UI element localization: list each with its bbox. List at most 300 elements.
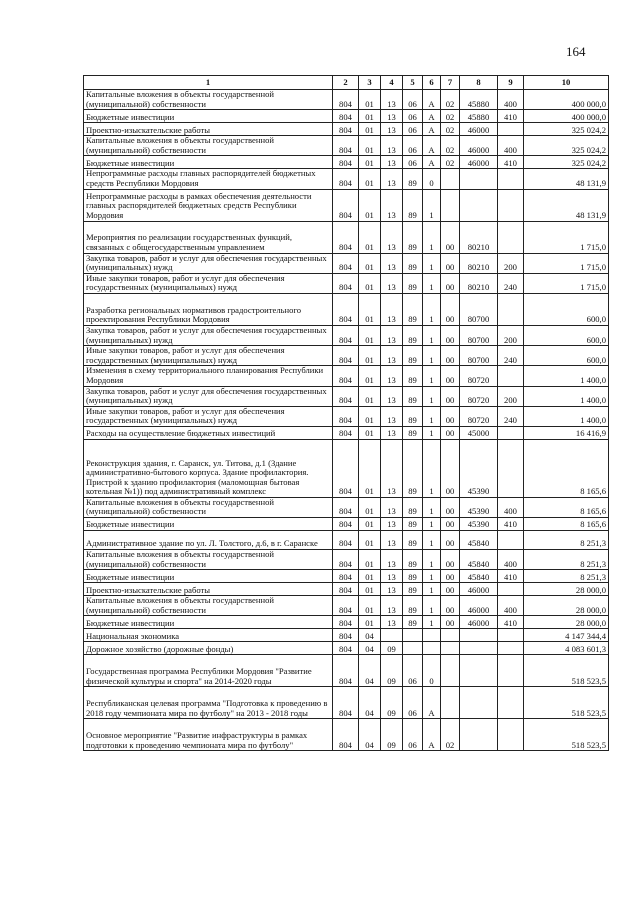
row-program: 06: [403, 123, 423, 136]
row-amount: 8 251,3: [524, 570, 609, 583]
row-subsection: 13: [381, 169, 403, 189]
table-row: [84, 221, 609, 253]
row-subsection: 13: [381, 366, 403, 386]
row-expense-type: 410: [498, 110, 524, 123]
row-measure: 00: [441, 497, 460, 517]
row-amount: 518 523,5: [524, 655, 609, 687]
row-code-804: 804: [333, 110, 359, 123]
row-subsection: 13: [381, 123, 403, 136]
row-direction: 80720: [460, 406, 498, 426]
row-measure: [441, 655, 460, 687]
row-description: Административное здание по ул. Л. Толстого, д.6, в г. Саранске: [84, 531, 333, 550]
row-section: 01: [359, 136, 381, 156]
row-program: 89: [403, 616, 423, 629]
row-expense-type: [498, 439, 524, 497]
table-row: [84, 110, 609, 123]
row-code-804: 804: [333, 596, 359, 616]
table-row: [84, 386, 609, 406]
row-subprogram: А: [423, 136, 441, 156]
row-section: 01: [359, 123, 381, 136]
table-row: [84, 531, 609, 550]
row-description: Капитальные вложения в объекты государственной (муниципальной) собственности: [84, 596, 333, 616]
row-code-804: 804: [333, 687, 359, 719]
row-section: 04: [359, 642, 381, 655]
row-measure: 00: [441, 570, 460, 583]
row-subsection: [381, 629, 403, 642]
row-expense-type: 240: [498, 406, 524, 426]
row-section: 01: [359, 189, 381, 221]
row-description: Закупка товаров, работ и услуг для обеспечения государственных (муниципальных) нужд: [84, 386, 333, 406]
row-measure: [441, 189, 460, 221]
row-program: 06: [403, 136, 423, 156]
row-section: 01: [359, 497, 381, 517]
column-header: 2: [333, 76, 359, 90]
row-subsection: 13: [381, 156, 403, 169]
row-code-804: 804: [333, 531, 359, 550]
row-expense-type: 410: [498, 518, 524, 531]
row-subprogram: 1: [423, 550, 441, 570]
row-section: 04: [359, 719, 381, 751]
row-program: 06: [403, 687, 423, 719]
row-expense-type: 200: [498, 386, 524, 406]
row-direction: 46000: [460, 156, 498, 169]
row-section: 01: [359, 386, 381, 406]
row-direction: 46000: [460, 616, 498, 629]
budget-table: [83, 75, 609, 751]
column-header: 5: [403, 76, 423, 90]
row-description: Разработка региональных нормативов градостроительного проектирования Республики Мордовия: [84, 293, 333, 325]
row-subsection: 13: [381, 293, 403, 325]
row-description: Реконструкция здания, г. Саранск, ул. Титова, д.1 (Здание административно-бытового корпуса. Здание профилактория. Пристрой к зданию профилактория (маломощная бытовая котельная №1)) под административный комплекс: [84, 439, 333, 497]
row-subsection: 13: [381, 550, 403, 570]
row-subsection: 13: [381, 110, 403, 123]
row-subsection: 13: [381, 531, 403, 550]
row-subprogram: 1: [423, 293, 441, 325]
row-section: 04: [359, 629, 381, 642]
row-expense-type: 200: [498, 253, 524, 273]
row-measure: 00: [441, 518, 460, 531]
row-expense-type: 410: [498, 156, 524, 169]
row-amount: 518 523,5: [524, 687, 609, 719]
row-section: 01: [359, 518, 381, 531]
row-code-804: 804: [333, 550, 359, 570]
row-amount: 28 000,0: [524, 596, 609, 616]
row-direction: 45880: [460, 110, 498, 123]
row-description: Бюджетные инвестиции: [84, 518, 333, 531]
row-description: Капитальные вложения в объекты государственной (муниципальной) собственности: [84, 136, 333, 156]
row-section: 01: [359, 406, 381, 426]
row-direction: 45840: [460, 570, 498, 583]
row-description: Мероприятия по реализации государственных функций, связанных с общегосударственным управлением: [84, 221, 333, 253]
row-measure: [441, 642, 460, 655]
row-subprogram: 1: [423, 518, 441, 531]
row-program: 89: [403, 366, 423, 386]
row-subsection: 09: [381, 687, 403, 719]
table-row: [84, 273, 609, 293]
table-row: [84, 156, 609, 169]
row-subsection: 13: [381, 616, 403, 629]
row-subsection: 13: [381, 325, 403, 345]
column-header: 6: [423, 76, 441, 90]
row-code-804: 804: [333, 346, 359, 366]
row-direction: 45390: [460, 497, 498, 517]
row-program: [403, 629, 423, 642]
column-header: 3: [359, 76, 381, 90]
table-row: [84, 439, 609, 497]
row-code-804: 804: [333, 406, 359, 426]
row-program: 06: [403, 719, 423, 751]
row-subsection: 09: [381, 655, 403, 687]
row-subsection: 13: [381, 136, 403, 156]
row-amount: 518 523,5: [524, 719, 609, 751]
row-code-804: 804: [333, 655, 359, 687]
row-amount: 48 131,9: [524, 189, 609, 221]
row-subprogram: 1: [423, 570, 441, 583]
row-code-804: 804: [333, 169, 359, 189]
row-subsection: 09: [381, 642, 403, 655]
row-subprogram: 1: [423, 439, 441, 497]
row-expense-type: 410: [498, 570, 524, 583]
row-measure: 02: [441, 110, 460, 123]
table-row: [84, 253, 609, 273]
row-measure: 00: [441, 531, 460, 550]
row-measure: 00: [441, 325, 460, 345]
row-code-804: 804: [333, 136, 359, 156]
row-amount: 1 715,0: [524, 253, 609, 273]
row-program: 06: [403, 156, 423, 169]
row-description: Бюджетные инвестиции: [84, 570, 333, 583]
row-amount: 4 083 601,3: [524, 642, 609, 655]
row-subsection: 13: [381, 346, 403, 366]
row-program: 89: [403, 221, 423, 253]
row-description: Основное мероприятие "Развитие инфраструктуры в рамках подготовки к проведению чемпионата мира по футболу": [84, 719, 333, 751]
row-amount: 600,0: [524, 293, 609, 325]
table-row: [84, 570, 609, 583]
row-program: 89: [403, 570, 423, 583]
row-code-804: 804: [333, 583, 359, 596]
table-row: [84, 426, 609, 439]
row-measure: 00: [441, 366, 460, 386]
row-code-804: 804: [333, 273, 359, 293]
row-subprogram: 0: [423, 655, 441, 687]
row-subsection: 13: [381, 221, 403, 253]
row-expense-type: [498, 687, 524, 719]
row-amount: 600,0: [524, 346, 609, 366]
row-amount: 325 024,2: [524, 136, 609, 156]
row-direction: [460, 687, 498, 719]
row-expense-type: 400: [498, 136, 524, 156]
row-description: Расходы на осуществление бюджетных инвестиций: [84, 426, 333, 439]
row-section: 01: [359, 325, 381, 345]
row-measure: 00: [441, 253, 460, 273]
row-code-804: 804: [333, 629, 359, 642]
row-subprogram: 1: [423, 221, 441, 253]
row-measure: 00: [441, 550, 460, 570]
row-expense-type: [498, 123, 524, 136]
row-subsection: 13: [381, 189, 403, 221]
row-direction: 80210: [460, 221, 498, 253]
row-program: 06: [403, 110, 423, 123]
row-program: 89: [403, 273, 423, 293]
row-expense-type: [498, 583, 524, 596]
row-subprogram: А: [423, 110, 441, 123]
table-row: [84, 90, 609, 110]
row-section: 01: [359, 110, 381, 123]
row-measure: 00: [441, 273, 460, 293]
row-code-804: 804: [333, 156, 359, 169]
row-description: Закупка товаров, работ и услуг для обеспечения государственных (муниципальных) нужд: [84, 325, 333, 345]
row-measure: [441, 169, 460, 189]
table-row: [84, 136, 609, 156]
row-code-804: 804: [333, 642, 359, 655]
column-header: 7: [441, 76, 460, 90]
row-code-804: 804: [333, 253, 359, 273]
row-program: 89: [403, 169, 423, 189]
row-subprogram: [423, 642, 441, 655]
row-subprogram: 1: [423, 616, 441, 629]
row-program: 89: [403, 293, 423, 325]
row-direction: 46000: [460, 596, 498, 616]
row-program: 89: [403, 386, 423, 406]
row-code-804: 804: [333, 439, 359, 497]
row-measure: 00: [441, 293, 460, 325]
row-subprogram: А: [423, 156, 441, 169]
row-section: 01: [359, 293, 381, 325]
row-direction: 45390: [460, 518, 498, 531]
table-row: [84, 346, 609, 366]
row-section: 04: [359, 655, 381, 687]
row-measure: 00: [441, 583, 460, 596]
row-measure: 02: [441, 156, 460, 169]
row-subsection: 13: [381, 386, 403, 406]
row-subprogram: 1: [423, 386, 441, 406]
row-subprogram: 1: [423, 497, 441, 517]
row-expense-type: [498, 531, 524, 550]
row-description: Непрограммные расходы в рамках обеспечения деятельности главных распорядителей бюджетных средств Республики Мордовия: [84, 189, 333, 221]
row-program: 89: [403, 518, 423, 531]
row-expense-type: 200: [498, 325, 524, 345]
row-section: 04: [359, 687, 381, 719]
row-amount: 8 165,6: [524, 497, 609, 517]
row-direction: [460, 642, 498, 655]
row-section: 01: [359, 90, 381, 110]
row-amount: 1 400,0: [524, 406, 609, 426]
row-direction: 45390: [460, 439, 498, 497]
row-direction: 46000: [460, 136, 498, 156]
row-direction: 46000: [460, 583, 498, 596]
table-row: [84, 719, 609, 751]
row-section: 01: [359, 156, 381, 169]
row-expense-type: [498, 169, 524, 189]
row-amount: 1 400,0: [524, 366, 609, 386]
row-code-804: 804: [333, 386, 359, 406]
row-subsection: 13: [381, 406, 403, 426]
page-number: 164: [566, 44, 586, 59]
table-row: [84, 189, 609, 221]
row-subsection: 13: [381, 273, 403, 293]
table-row: [84, 169, 609, 189]
row-direction: [460, 189, 498, 221]
column-header: 9: [498, 76, 524, 90]
row-subsection: 13: [381, 497, 403, 517]
row-description: Изменения в схему территориального планирования Республики Мордовия: [84, 366, 333, 386]
table-row: [84, 406, 609, 426]
row-program: [403, 642, 423, 655]
row-subprogram: 1: [423, 583, 441, 596]
row-description: Непрограммные расходы главных распорядителей бюджетных средств Республики Мордовия: [84, 169, 333, 189]
row-section: 01: [359, 221, 381, 253]
row-direction: [460, 719, 498, 751]
row-measure: 02: [441, 136, 460, 156]
row-measure: 00: [441, 386, 460, 406]
table-row: [84, 655, 609, 687]
row-subsection: 13: [381, 90, 403, 110]
row-direction: 80720: [460, 386, 498, 406]
row-section: 01: [359, 253, 381, 273]
row-description: Капитальные вложения в объекты государственной (муниципальной) собственности: [84, 497, 333, 517]
row-description: Бюджетные инвестиции: [84, 110, 333, 123]
table-row: [84, 629, 609, 642]
table-row: [84, 550, 609, 570]
row-subprogram: 1: [423, 325, 441, 345]
row-amount: 1 715,0: [524, 273, 609, 293]
table-row: [84, 687, 609, 719]
row-code-804: 804: [333, 719, 359, 751]
row-subsection: 09: [381, 719, 403, 751]
table-row: [84, 123, 609, 136]
row-subsection: 13: [381, 596, 403, 616]
row-measure: 00: [441, 406, 460, 426]
row-description: Национальная экономика: [84, 629, 333, 642]
row-code-804: 804: [333, 616, 359, 629]
row-subprogram: [423, 629, 441, 642]
row-section: 01: [359, 616, 381, 629]
row-code-804: 804: [333, 570, 359, 583]
row-code-804: 804: [333, 90, 359, 110]
row-description: Капитальные вложения в объекты государственной (муниципальной) собственности: [84, 90, 333, 110]
row-expense-type: 400: [498, 550, 524, 570]
row-section: 01: [359, 273, 381, 293]
row-description: Иные закупки товаров, работ и услуг для обеспечения государственных (муниципальных) нужд: [84, 346, 333, 366]
row-measure: 00: [441, 616, 460, 629]
row-expense-type: [498, 655, 524, 687]
table-row: [84, 518, 609, 531]
row-measure: 02: [441, 90, 460, 110]
row-amount: 28 000,0: [524, 616, 609, 629]
row-direction: 45840: [460, 531, 498, 550]
row-expense-type: [498, 719, 524, 751]
row-code-804: 804: [333, 426, 359, 439]
row-expense-type: 410: [498, 616, 524, 629]
row-measure: [441, 687, 460, 719]
row-subprogram: 1: [423, 253, 441, 273]
row-subprogram: 1: [423, 531, 441, 550]
row-expense-type: [498, 642, 524, 655]
table-row: [84, 497, 609, 517]
row-code-804: 804: [333, 366, 359, 386]
row-section: 01: [359, 531, 381, 550]
row-subsection: 13: [381, 570, 403, 583]
row-subprogram: 1: [423, 189, 441, 221]
row-section: 01: [359, 583, 381, 596]
row-program: 89: [403, 497, 423, 517]
row-program: 89: [403, 346, 423, 366]
row-subprogram: А: [423, 123, 441, 136]
row-code-804: 804: [333, 293, 359, 325]
column-header: 1: [84, 76, 333, 90]
row-direction: 45000: [460, 426, 498, 439]
row-amount: 48 131,9: [524, 169, 609, 189]
row-expense-type: [498, 366, 524, 386]
row-subprogram: 1: [423, 273, 441, 293]
row-subprogram: А: [423, 687, 441, 719]
row-description: Государственная программа Республики Мордовия "Развитие физической культуры и спорта" на 2014-2020 годы: [84, 655, 333, 687]
row-program: 89: [403, 439, 423, 497]
table-row: [84, 583, 609, 596]
table-row: [84, 616, 609, 629]
row-direction: 46000: [460, 123, 498, 136]
row-measure: [441, 629, 460, 642]
row-expense-type: [498, 629, 524, 642]
row-description: Иные закупки товаров, работ и услуг для обеспечения государственных (муниципальных) нужд: [84, 406, 333, 426]
row-direction: 80700: [460, 346, 498, 366]
row-measure: 02: [441, 719, 460, 751]
row-program: 06: [403, 655, 423, 687]
row-code-804: 804: [333, 518, 359, 531]
row-section: 01: [359, 169, 381, 189]
row-direction: 80210: [460, 273, 498, 293]
row-expense-type: 400: [498, 497, 524, 517]
row-amount: 8 165,6: [524, 518, 609, 531]
row-code-804: 804: [333, 123, 359, 136]
row-program: 89: [403, 596, 423, 616]
row-direction: 80720: [460, 366, 498, 386]
row-measure: 00: [441, 221, 460, 253]
table-body: [84, 90, 609, 751]
row-direction: 80210: [460, 253, 498, 273]
table-row: [84, 366, 609, 386]
row-program: 89: [403, 583, 423, 596]
row-subprogram: 0: [423, 169, 441, 189]
row-subprogram: 1: [423, 426, 441, 439]
row-description: Республиканская целевая программа "Подготовка к проведению в 2018 году чемпионата мира по футболу" на 2013 - 2018 годы: [84, 687, 333, 719]
row-subprogram: 1: [423, 406, 441, 426]
row-amount: 1 715,0: [524, 221, 609, 253]
row-amount: 4 147 344,4: [524, 629, 609, 642]
column-header: 10: [524, 76, 609, 90]
row-expense-type: [498, 293, 524, 325]
row-section: 01: [359, 596, 381, 616]
column-header: 8: [460, 76, 498, 90]
row-subprogram: 1: [423, 366, 441, 386]
row-amount: 8 251,3: [524, 550, 609, 570]
row-program: 89: [403, 550, 423, 570]
row-amount: 8 251,3: [524, 531, 609, 550]
row-subprogram: А: [423, 90, 441, 110]
row-amount: 1 400,0: [524, 386, 609, 406]
row-program: 06: [403, 90, 423, 110]
row-amount: 16 416,9: [524, 426, 609, 439]
row-amount: 325 024,2: [524, 123, 609, 136]
table-row: [84, 325, 609, 345]
row-description: Дорожное хозяйство (дорожные фонды): [84, 642, 333, 655]
row-description: Бюджетные инвестиции: [84, 156, 333, 169]
row-code-804: 804: [333, 325, 359, 345]
row-expense-type: 240: [498, 273, 524, 293]
row-program: 89: [403, 531, 423, 550]
row-direction: [460, 629, 498, 642]
row-description: Закупка товаров, работ и услуг для обеспечения государственных (муниципальных) нужд: [84, 253, 333, 273]
